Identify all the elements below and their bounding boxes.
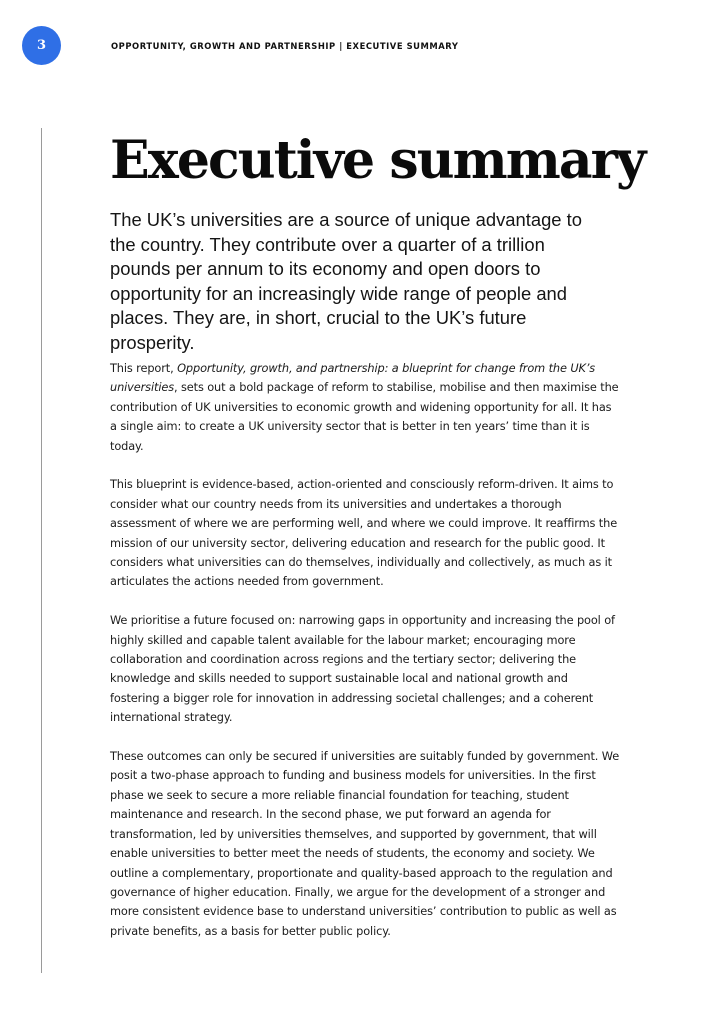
p1-prefix: This report, [110, 361, 178, 375]
body-paragraph-3: We prioritise a future focused on: narrowing gaps in opportunity and increasing the pool of highly skilled and capable talent available for the labour market; encouraging more collaboration and coordination across regions and the tertiary sector; delivering the knowledge and skills needed to support sustainable local and national growth and fostering a bigger role for innovation in addressing societal challenges; and a coherent international strategy. [110, 613, 615, 725]
margin-rule [41, 128, 42, 973]
page-number-badge [22, 26, 61, 65]
body-paragraph-1 [110, 359, 620, 456]
report-title-italic: Opportunity, growth, and partnership: a blueprint for change from the UK’s universities [110, 361, 596, 395]
body-paragraph-4: These outcomes can only be secured if universities are suitably funded by government. We posit a two-phase approach to funding and business models for universities. In the first phase we seek to secure a more reliable financial foundation for teaching, student maintenance and research. In the second phase, we put forward an agenda for transformation, led by universities themselves, and supported by government, that will enable universities to better meet the needs of students, the economy and society. We outline a complementary, proportionate and quality-based approach to the regulation and governance of higher education. Finally, we argue for the development of a stronger and more consistent evidence base to understand universities’ contribution to public as well as private benefits, as a basis for better public policy. [110, 749, 620, 938]
lead-paragraph: The UK’s universities are a source of unique advantage to the country. They contribute over a quarter of a trillion pounds per annum to its economy and open doors to opportunity for an increasingly wide range of people and places. They are, in short, crucial to the UK’s future prosperity. [110, 209, 582, 353]
page-title: Executive summary [110, 130, 645, 191]
body-copy [110, 359, 620, 961]
p1-rest: , sets out a bold package of reform to stabilise, mobilise and then maximise the contribution of UK universities to economic growth and widening opportunity for all. It has a single aim: to create a UK university sector that is better in ten years’ time than it is today. [110, 380, 619, 453]
page-number: 3 [36, 38, 47, 53]
body-paragraph-2: This blueprint is evidence-based, action-oriented and consciously reform-driven. It aims to consider what our country needs from its universities and undertakes a thorough assessment of where we are performing well, and where we could improve. It reaffirms the mission of our university sector, delivering education and research for the public good. It considers what universities can do themselves, individually and collectively, as much as it articulates the actions needed from government. [110, 477, 618, 589]
running-header: OPPORTUNITY, GROWTH AND PARTNERSHIP | EXECUTIVE SUMMARY [111, 41, 459, 51]
